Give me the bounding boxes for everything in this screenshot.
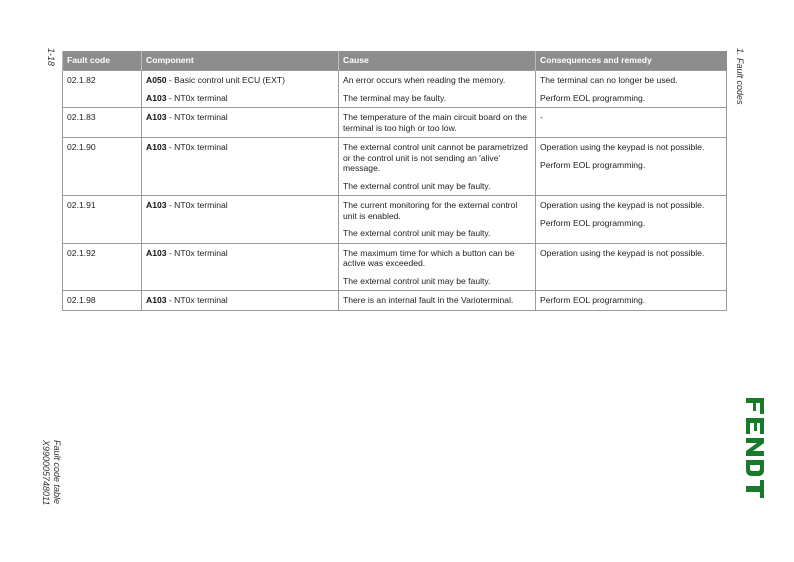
component-cell — [142, 291, 339, 311]
cause-text: The external control unit may be faulty. — [343, 180, 491, 191]
remedy-text: Perform EOL programming. — [540, 92, 646, 103]
cause-cell — [339, 243, 536, 291]
fault-code-cell: 02.1.92 — [63, 243, 142, 291]
fault-code-cell: 02.1.83 — [63, 108, 142, 138]
component-id: A103 — [146, 200, 167, 210]
header-consequences: Consequences and remedy — [536, 51, 727, 71]
fault-code-cell: 02.1.98 — [63, 291, 142, 311]
footer-code: X990005748011 — [41, 440, 51, 506]
remedy-cell — [536, 243, 727, 291]
cause-cell — [339, 291, 536, 311]
component-id: A103 — [146, 247, 167, 258]
footer-title: Fault code table — [52, 440, 62, 505]
table-row — [63, 108, 727, 138]
remedy-text: - — [540, 112, 543, 122]
fault-code-cell: 02.1.91 — [63, 196, 142, 244]
cause-text: The current monitoring for the external control unit is enabled. — [343, 200, 518, 221]
component-id: A103 — [146, 295, 167, 305]
footer-doc-info — [40, 440, 62, 505]
fault-code-cell: 02.1.90 — [63, 138, 142, 196]
cause-cell — [339, 196, 536, 244]
cause-text: The external control unit may be faulty. — [343, 228, 491, 238]
table-row — [63, 138, 727, 196]
component-desc: - NT0x terminal — [166, 247, 228, 258]
component-id: A103 — [146, 142, 167, 152]
header-cause: Cause — [339, 51, 536, 71]
cause-cell — [339, 138, 536, 196]
fault-code-table — [62, 51, 727, 311]
component-desc: - NT0x terminal — [166, 142, 228, 152]
fendt-logo-letters — [746, 398, 764, 498]
table-row — [63, 243, 727, 291]
cause-cell — [339, 71, 536, 108]
header-component: Component — [142, 51, 339, 71]
remedy-text: The terminal can no longer be used. — [540, 75, 678, 85]
component-id: A103 — [146, 92, 167, 103]
component-cell — [142, 243, 339, 291]
cause-text: The external control unit cannot be parametrized or the control unit is not sending an 'alive' message. — [343, 142, 528, 173]
cause-text: The maximum time for which a button can be active was exceeded. — [343, 247, 515, 268]
component-cell — [142, 71, 339, 108]
component-desc: - NT0x terminal — [166, 112, 228, 122]
cause-text: The terminal may be faulty. — [343, 92, 447, 103]
remedy-text: Perform EOL programming. — [540, 295, 646, 305]
header-fault-code: Fault code — [63, 51, 142, 71]
remedy-text: Perform EOL programming. — [540, 217, 646, 228]
remedy-cell — [536, 71, 727, 108]
cause-text: An error occurs when reading the memory. — [343, 75, 506, 85]
table-row — [63, 196, 727, 244]
component-desc: - Basic control unit ECU (EXT) — [166, 75, 285, 85]
cause-cell — [339, 108, 536, 138]
remedy-cell — [536, 108, 727, 138]
component-cell — [142, 138, 339, 196]
cause-text: The external control unit may be faulty. — [343, 275, 491, 286]
component-cell — [142, 108, 339, 138]
page-number: 1-18 — [46, 48, 56, 67]
component-desc: - NT0x terminal — [166, 200, 228, 210]
cause-text: There is an internal fault in the Varioterminal. — [343, 295, 514, 305]
chapter-title: 1. Fault codes — [735, 48, 745, 105]
remedy-text: Operation using the keypad is not possible. — [540, 247, 705, 258]
component-desc: - NT0x terminal — [166, 295, 228, 305]
component-id: A103 — [146, 112, 167, 122]
table-header-row — [63, 51, 727, 71]
cause-text: The temperature of the main circuit board on the terminal is too high or too low. — [343, 112, 527, 133]
component-cell — [142, 196, 339, 244]
remedy-text: Perform EOL programming. — [540, 159, 646, 170]
remedy-text: Operation using the keypad is not possible. — [540, 142, 705, 152]
remedy-cell — [536, 138, 727, 196]
remedy-cell — [536, 196, 727, 244]
component-desc: - NT0x terminal — [166, 92, 228, 103]
table-row — [63, 291, 727, 311]
remedy-text: Operation using the keypad is not possible. — [540, 200, 705, 210]
remedy-cell — [536, 291, 727, 311]
table-row — [63, 71, 727, 108]
fendt-logo — [744, 396, 766, 500]
fault-code-cell: 02.1.82 — [63, 71, 142, 108]
component-id: A050 — [146, 75, 167, 85]
